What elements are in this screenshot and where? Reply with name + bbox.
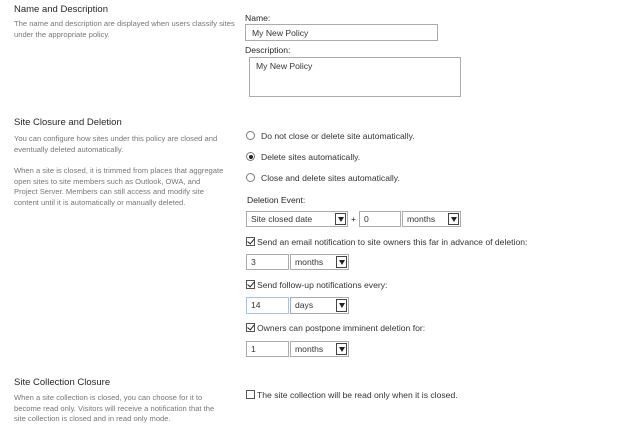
email-notification-checkbox[interactable] (246, 237, 255, 246)
option-close-delete-label: Close and delete sites automatically. (261, 173, 400, 183)
postpone-unit-value: months (295, 344, 324, 354)
collection-section-title: Site Collection Closure (14, 377, 111, 388)
postpone-value-input[interactable]: 1 (246, 341, 289, 357)
chevron-down-icon (336, 343, 347, 355)
radio-delete[interactable] (246, 152, 255, 161)
radio-close-delete[interactable] (246, 173, 255, 182)
followup-checkbox[interactable] (246, 280, 255, 289)
deletion-event-select[interactable] (246, 211, 348, 227)
collection-section-desc: When a site collection is closed, you can choose for it to become read only. Visitors will receive a notification that the site collection is closed and in read only mode. (14, 393, 215, 423)
postpone-checkbox[interactable] (246, 323, 255, 332)
name-section-title: Name and Description (14, 4, 108, 15)
readonly-checkbox[interactable] (246, 390, 255, 399)
name-label: Name: (245, 13, 271, 23)
email-notification-unit-value: months (295, 257, 324, 267)
postpone-label: Owners can postpone imminent deletion for: (257, 323, 426, 333)
option-no-close-label: Do not close or delete site automatically. (261, 131, 415, 141)
postpone-unit-select[interactable] (290, 341, 349, 357)
radio-no-close[interactable] (246, 131, 255, 140)
plus-sign: + (351, 214, 357, 224)
email-notification-unit-select[interactable] (290, 254, 349, 270)
email-notification-label: Send an email notification to site owners this far in advance of deletion: (257, 237, 528, 247)
deletion-offset-input[interactable]: 0 (359, 211, 401, 227)
closure-section-title: Site Closure and Deletion (14, 117, 122, 128)
deletion-event-value: Site closed date (251, 214, 313, 224)
deletion-event-label: Deletion Event: (247, 195, 306, 205)
description-label: Description: (245, 45, 291, 55)
description-textarea[interactable]: My New Policy (249, 57, 461, 97)
closure-section-desc2: When a site is closed, it is trimmed from places that aggregate open sites to site members such as Outlook, OWA, and Project Server. Members can still access and modify site content until it is automatically or manually deleted. (14, 166, 224, 207)
followup-unit-select[interactable] (290, 297, 349, 314)
deletion-offset-unit-value: months (407, 214, 436, 224)
followup-label: Send follow-up notifications every: (257, 280, 388, 290)
chevron-down-icon (336, 299, 347, 312)
chevron-down-icon (335, 213, 346, 225)
chevron-down-icon (448, 213, 459, 225)
name-input[interactable]: My New Policy (245, 24, 438, 41)
option-delete-label: Delete sites automatically. (261, 152, 361, 162)
readonly-label: The site collection will be read only when it is closed. (257, 390, 458, 400)
email-notification-value-input[interactable]: 3 (246, 254, 289, 270)
closure-section-desc1: You can configure how sites under this policy are closed and eventually deleted automatically. (14, 134, 218, 154)
followup-unit-value: days (295, 300, 314, 310)
deletion-offset-unit-select[interactable] (402, 211, 461, 227)
followup-value-input[interactable]: 14 (246, 297, 289, 314)
name-section-description: The name and description are displayed when users classify sites under the appropriate policy. (14, 19, 235, 39)
chevron-down-icon (336, 256, 347, 268)
